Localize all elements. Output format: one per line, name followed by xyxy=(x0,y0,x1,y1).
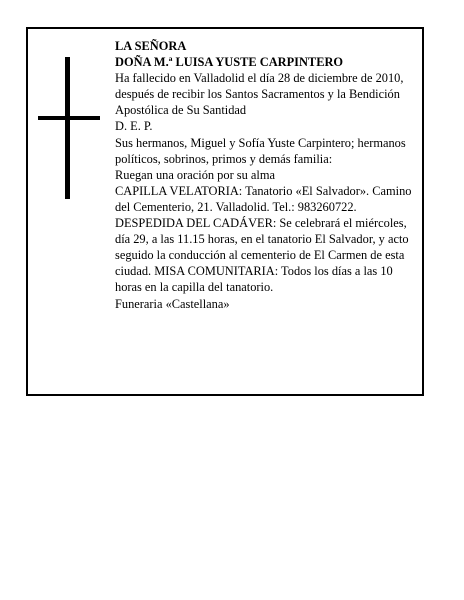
deceased-name: DOÑA M.ª LUISA YUSTE CARPINTERO xyxy=(115,55,344,70)
chapel-details: CAPILLA VELATORIA: Tanatorio «El Salvador». Camino del Cementerio, 21. Valladolid. Tel.: 983260722. xyxy=(115,183,412,214)
cross-vertical-bar xyxy=(65,57,70,199)
death-announcement: Ha fallecido en Valladolid el día 28 de diciembre de 2010, después de recibir los Santos Sacramentos y la Bendición Apostólica de Su Santidad xyxy=(115,71,404,118)
notice-text-block xyxy=(115,38,419,312)
cross-icon xyxy=(38,57,100,199)
prayer-request: Ruegan una oración por su alma xyxy=(115,167,275,182)
obituary-notice xyxy=(26,27,424,396)
funeral-details: DESPEDIDA DEL CADÁVER: Se celebrará el miércoles, día 29, a las 11.15 horas, en el tanatorio El Salvador, y acto seguido la conducción al cementerio de El Carmen de esta ciudad. MISA COMUNITARIA: Todos los días a las 10 horas en la capilla del tanatorio. xyxy=(115,216,409,295)
rest-in-peace: D. E. P. xyxy=(115,119,153,134)
cross-horizontal-bar xyxy=(38,116,100,120)
family-members: Sus hermanos, Miguel y Sofía Yuste Carpintero; hermanos políticos, sobrinos, primos y demás familia: xyxy=(115,135,406,166)
notice-heading: LA SEÑORA xyxy=(115,39,187,53)
funeral-home: Funeraria «Castellana» xyxy=(115,296,230,311)
